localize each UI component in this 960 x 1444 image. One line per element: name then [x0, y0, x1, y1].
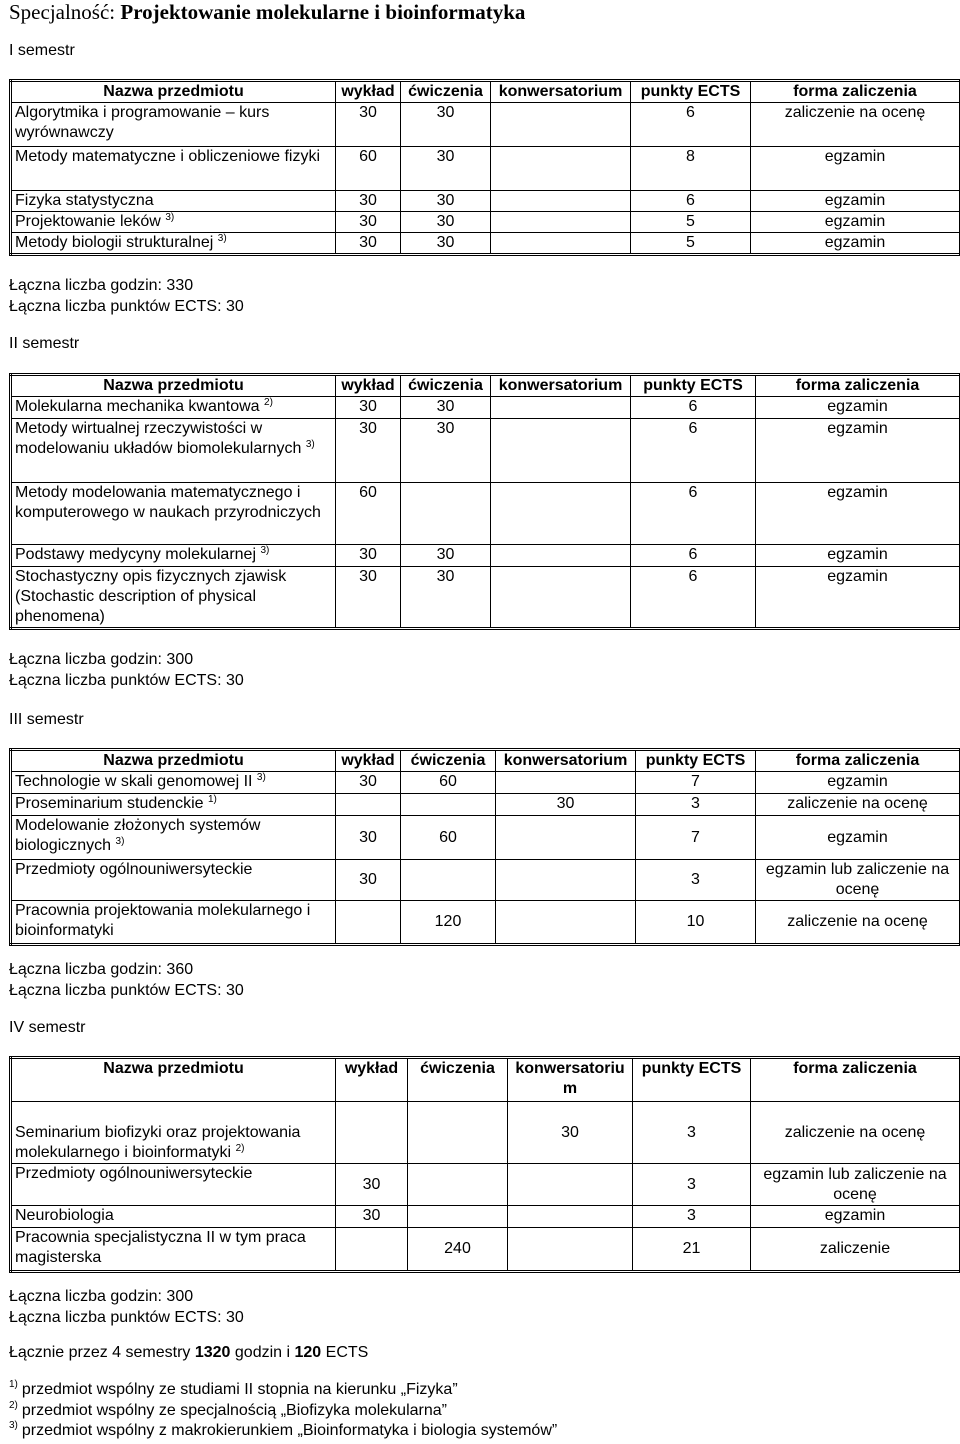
- total-ects: Łączna liczba punktów ECTS: 30: [9, 982, 244, 999]
- page-title: Specjalność: Projektowanie molekularne i bioinformatyka: [9, 0, 526, 24]
- lecture-hours: 30: [336, 860, 401, 901]
- header-seminar: konwersatorium: [496, 750, 636, 772]
- lecture-hours: 30: [336, 419, 401, 483]
- ects-points: 7: [636, 772, 756, 794]
- table-row: [11, 103, 960, 147]
- header-assessment: forma zaliczenia: [756, 375, 960, 397]
- lecture-hours: 30: [336, 1164, 408, 1206]
- course-name: Stochastyczny opis fizycznych zjawisk (Stochastic description of physical phenomena): [11, 567, 336, 629]
- footnote-marker: 3): [165, 212, 175, 223]
- course-name: Metody modelowania matematycznego i komputerowego w naukach przyrodniczych: [11, 483, 336, 545]
- course-name: Seminarium biofizyki oraz projektowania molekularnego i bioinformatyki $^{2)}$: [11, 1102, 336, 1164]
- course-name: Przedmioty ogólnouniwersyteckie: [11, 860, 336, 901]
- assessment-form: egzamin: [756, 816, 960, 860]
- ects-points: 3: [636, 860, 756, 901]
- footnote: $^{1)}$ przedmiot wspólny ze studiami II stopnia na kierunku „Fizyka”: [9, 1379, 458, 1398]
- assessment-form: egzamin: [751, 147, 960, 191]
- lecture-hours: 30: [336, 397, 401, 419]
- assessment-form: egzamin: [756, 545, 960, 567]
- course-name: Proseminarium studenckie $^{1)}$: [11, 794, 336, 816]
- exercise-hours: [408, 1206, 508, 1228]
- seminar-hours: [491, 567, 631, 629]
- header-ects: punkty ECTS: [631, 375, 756, 397]
- course-table-semester-1: [9, 79, 960, 256]
- footnote-mark: 1): [9, 1379, 18, 1390]
- lecture-hours: 60: [336, 147, 401, 191]
- seminar-hours: [491, 191, 631, 212]
- table-header-row: [11, 375, 960, 397]
- footnote-mark: 2): [9, 1400, 18, 1411]
- semester-heading: I semestr: [9, 42, 75, 59]
- seminar-hours: [496, 772, 636, 794]
- ects-points: 7: [636, 816, 756, 860]
- exercise-hours: [401, 483, 491, 545]
- table-row: [11, 794, 960, 816]
- assessment-form: egzamin lub zaliczenie na ocenę: [756, 860, 960, 901]
- footnote-marker: 3): [217, 233, 227, 244]
- footnote: $^{2)}$ przedmiot wspólny ze specjalnością „Biofizyka molekularna”: [9, 1400, 447, 1419]
- ects-points: 6: [631, 419, 756, 483]
- header-lecture: wykład: [336, 1058, 408, 1102]
- exercise-hours: 30: [401, 419, 491, 483]
- course-name: Metody biologii strukturalnej $^{3)}$: [11, 233, 336, 255]
- exercise-hours: 30: [401, 103, 491, 147]
- exercise-hours: 30: [401, 545, 491, 567]
- course-table-semester-4: [9, 1056, 960, 1273]
- lecture-hours: 30: [336, 545, 401, 567]
- table-header-row: [11, 750, 960, 772]
- seminar-hours: [491, 397, 631, 419]
- seminar-hours: [496, 901, 636, 945]
- header-exercises: ćwiczenia: [408, 1058, 508, 1102]
- footnote: $^{3)}$ przedmiot wspólny z makrokierunkiem „Bioinformatyka i biologia systemów”: [9, 1420, 558, 1439]
- seminar-hours: 30: [508, 1102, 633, 1164]
- seminar-hours: [491, 483, 631, 545]
- footnote-mark: 3): [9, 1420, 18, 1431]
- course-name: Projektowanie leków $^{3)}$: [11, 212, 336, 233]
- table-row: [11, 1206, 960, 1228]
- lecture-hours: 30: [336, 191, 401, 212]
- course-name: Molekularna mechanika kwantowa $^{2)}$: [11, 397, 336, 419]
- seminar-hours: [491, 147, 631, 191]
- exercise-hours: 30: [401, 397, 491, 419]
- grand-total-ects: 120: [294, 1344, 322, 1361]
- course-name: Podstawy medycyny molekularnej $^{3)}$: [11, 545, 336, 567]
- header-lecture: wykład: [336, 375, 401, 397]
- exercise-hours: 30: [401, 147, 491, 191]
- table-row: [11, 147, 960, 191]
- assessment-form: egzamin: [751, 233, 960, 255]
- footnote-marker: 3): [256, 772, 266, 783]
- course-name: Fizyka statystyczna: [11, 191, 336, 212]
- exercise-hours: 30: [401, 191, 491, 212]
- lecture-hours: 30: [336, 1206, 408, 1228]
- course-name: Metody wirtualnej rzeczywistości w modelowaniu układów biomolekularnych $^{3)}$: [11, 419, 336, 483]
- ects-points: 21: [633, 1228, 751, 1272]
- table-row: [11, 1228, 960, 1272]
- header-lecture: wykład: [336, 81, 401, 103]
- course-name: Pracownia projektowania molekularnego i bioinformatyki: [11, 901, 336, 945]
- exercise-hours: 120: [401, 901, 496, 945]
- footnote-marker: 1): [207, 794, 217, 805]
- course-name: Technologie w skali genomowej II $^{3)}$: [11, 772, 336, 794]
- total-hours: Łączna liczba godzin: 300: [9, 1288, 194, 1305]
- header-seminar: konwersatorium: [491, 81, 631, 103]
- assessment-form: zaliczenie na ocenę: [756, 901, 960, 945]
- header-name: Nazwa przedmiotu: [11, 375, 336, 397]
- course-name: Przedmioty ogólnouniwersyteckie: [11, 1164, 336, 1206]
- seminar-hours: [491, 233, 631, 255]
- assessment-form: egzamin: [756, 567, 960, 629]
- table-row: [11, 191, 960, 212]
- ects-points: 6: [631, 191, 751, 212]
- grand-total-hours: 1320: [194, 1344, 231, 1361]
- total-ects: Łączna liczba punktów ECTS: 30: [9, 672, 244, 689]
- exercise-hours: 30: [401, 567, 491, 629]
- total-hours: Łączna liczba godzin: 330: [9, 277, 194, 294]
- exercise-hours: [401, 794, 496, 816]
- table-row: [11, 816, 960, 860]
- footnote-marker: 3): [305, 439, 315, 450]
- seminar-hours: [496, 860, 636, 901]
- total-hours: Łączna liczba godzin: 300: [9, 651, 194, 668]
- header-name: Nazwa przedmiotu: [11, 750, 336, 772]
- seminar-hours: 30: [496, 794, 636, 816]
- table-header-row: [11, 1058, 960, 1102]
- lecture-hours: 30: [336, 772, 401, 794]
- lecture-hours: [336, 794, 401, 816]
- semester-heading: IV semestr: [9, 1019, 86, 1036]
- table-row: [11, 772, 960, 794]
- total-hours: Łączna liczba godzin: 360: [9, 961, 194, 978]
- lecture-hours: 30: [336, 816, 401, 860]
- lecture-hours: 60: [336, 483, 401, 545]
- table-row: [11, 860, 960, 901]
- exercise-hours: 30: [401, 233, 491, 255]
- course-name: Pracownia specjalistyczna II w tym praca magisterska: [11, 1228, 336, 1272]
- ects-points: 3: [633, 1164, 751, 1206]
- header-exercises: ćwiczenia: [401, 81, 491, 103]
- header-ects: punkty ECTS: [636, 750, 756, 772]
- lecture-hours: 30: [336, 212, 401, 233]
- assessment-form: egzamin: [756, 483, 960, 545]
- header-ects: punkty ECTS: [631, 81, 751, 103]
- seminar-hours: [491, 103, 631, 147]
- header-assessment: forma zaliczenia: [756, 750, 960, 772]
- lecture-hours: [336, 1102, 408, 1164]
- header-exercises: ćwiczenia: [401, 750, 496, 772]
- ects-points: 6: [631, 545, 756, 567]
- assessment-form: zaliczenie na ocenę: [751, 103, 960, 147]
- total-ects: Łączna liczba punktów ECTS: 30: [9, 298, 244, 315]
- seminar-hours: [496, 816, 636, 860]
- seminar-hours: [491, 545, 631, 567]
- exercise-hours: [408, 1164, 508, 1206]
- table-row: [11, 419, 960, 483]
- footnote-marker: 3): [115, 836, 125, 847]
- ects-points: 8: [631, 147, 751, 191]
- exercise-hours: 60: [401, 772, 496, 794]
- header-exercises: ćwiczenia: [401, 375, 491, 397]
- ects-points: 5: [631, 233, 751, 255]
- table-row: [11, 212, 960, 233]
- exercise-hours: 30: [401, 212, 491, 233]
- assessment-form: zaliczenie: [751, 1228, 960, 1272]
- header-seminar: konwersatorium: [491, 375, 631, 397]
- course-name: Neurobiologia: [11, 1206, 336, 1228]
- exercise-hours: [408, 1102, 508, 1164]
- seminar-hours: [508, 1206, 633, 1228]
- ects-points: 6: [631, 103, 751, 147]
- table-row: [11, 901, 960, 945]
- table-row: [11, 1102, 960, 1164]
- grand-total: Łącznie przez 4 semestry 1320 godzin i 120 ECTS: [9, 1344, 369, 1361]
- assessment-form: egzamin: [751, 212, 960, 233]
- table-row: [11, 233, 960, 255]
- table-row: [11, 567, 960, 629]
- assessment-form: egzamin lub zaliczenie na ocenę: [751, 1164, 960, 1206]
- assessment-form: egzamin: [756, 419, 960, 483]
- total-ects: Łączna liczba punktów ECTS: 30: [9, 1309, 244, 1326]
- seminar-hours: [491, 419, 631, 483]
- table-row: [11, 1164, 960, 1206]
- footnote-marker: 3): [260, 545, 270, 556]
- ects-points: 10: [636, 901, 756, 945]
- header-assessment: forma zaliczenia: [751, 81, 960, 103]
- lecture-hours: [336, 1228, 408, 1272]
- table-header-row: [11, 81, 960, 103]
- ects-points: 3: [636, 794, 756, 816]
- ects-points: 6: [631, 483, 756, 545]
- course-name: Metody matematyczne i obliczeniowe fizyki: [11, 147, 336, 191]
- course-name: Algorytmika i programowanie – kurs wyrównawczy: [11, 103, 336, 147]
- assessment-form: egzamin: [756, 397, 960, 419]
- table-row: [11, 397, 960, 419]
- course-table-semester-3: [9, 748, 960, 946]
- assessment-form: egzamin: [751, 191, 960, 212]
- lecture-hours: 30: [336, 103, 401, 147]
- semester-heading: II semestr: [9, 335, 80, 352]
- assessment-form: egzamin: [756, 772, 960, 794]
- table-row: [11, 545, 960, 567]
- lecture-hours: 30: [336, 567, 401, 629]
- header-name: Nazwa przedmiotu: [11, 1058, 336, 1102]
- ects-points: 6: [631, 397, 756, 419]
- ects-points: 3: [633, 1206, 751, 1228]
- course-table-semester-2: [9, 373, 960, 630]
- header-assessment: forma zaliczenia: [751, 1058, 960, 1102]
- exercise-hours: 60: [401, 816, 496, 860]
- seminar-hours: [508, 1228, 633, 1272]
- lecture-hours: 30: [336, 233, 401, 255]
- header-seminar: konwersatoriu m: [508, 1058, 633, 1102]
- ects-points: 5: [631, 212, 751, 233]
- header-name: Nazwa przedmiotu: [11, 81, 336, 103]
- assessment-form: egzamin: [751, 1206, 960, 1228]
- assessment-form: zaliczenie na ocenę: [751, 1102, 960, 1164]
- footnote-marker: 2): [264, 397, 273, 408]
- exercise-hours: 240: [408, 1228, 508, 1272]
- ects-points: 3: [633, 1102, 751, 1164]
- lecture-hours: [336, 901, 401, 945]
- course-name: Modelowanie złożonych systemów biologicznych $^{3)}$: [11, 816, 336, 860]
- table-row: [11, 483, 960, 545]
- semester-heading: III semestr: [9, 711, 84, 728]
- header-lecture: wykład: [336, 750, 401, 772]
- seminar-hours: [491, 212, 631, 233]
- assessment-form: zaliczenie na ocenę: [756, 794, 960, 816]
- seminar-hours: [508, 1164, 633, 1206]
- ects-points: 6: [631, 567, 756, 629]
- header-ects: punkty ECTS: [633, 1058, 751, 1102]
- footnote-marker: 2): [235, 1143, 245, 1154]
- exercise-hours: [401, 860, 496, 901]
